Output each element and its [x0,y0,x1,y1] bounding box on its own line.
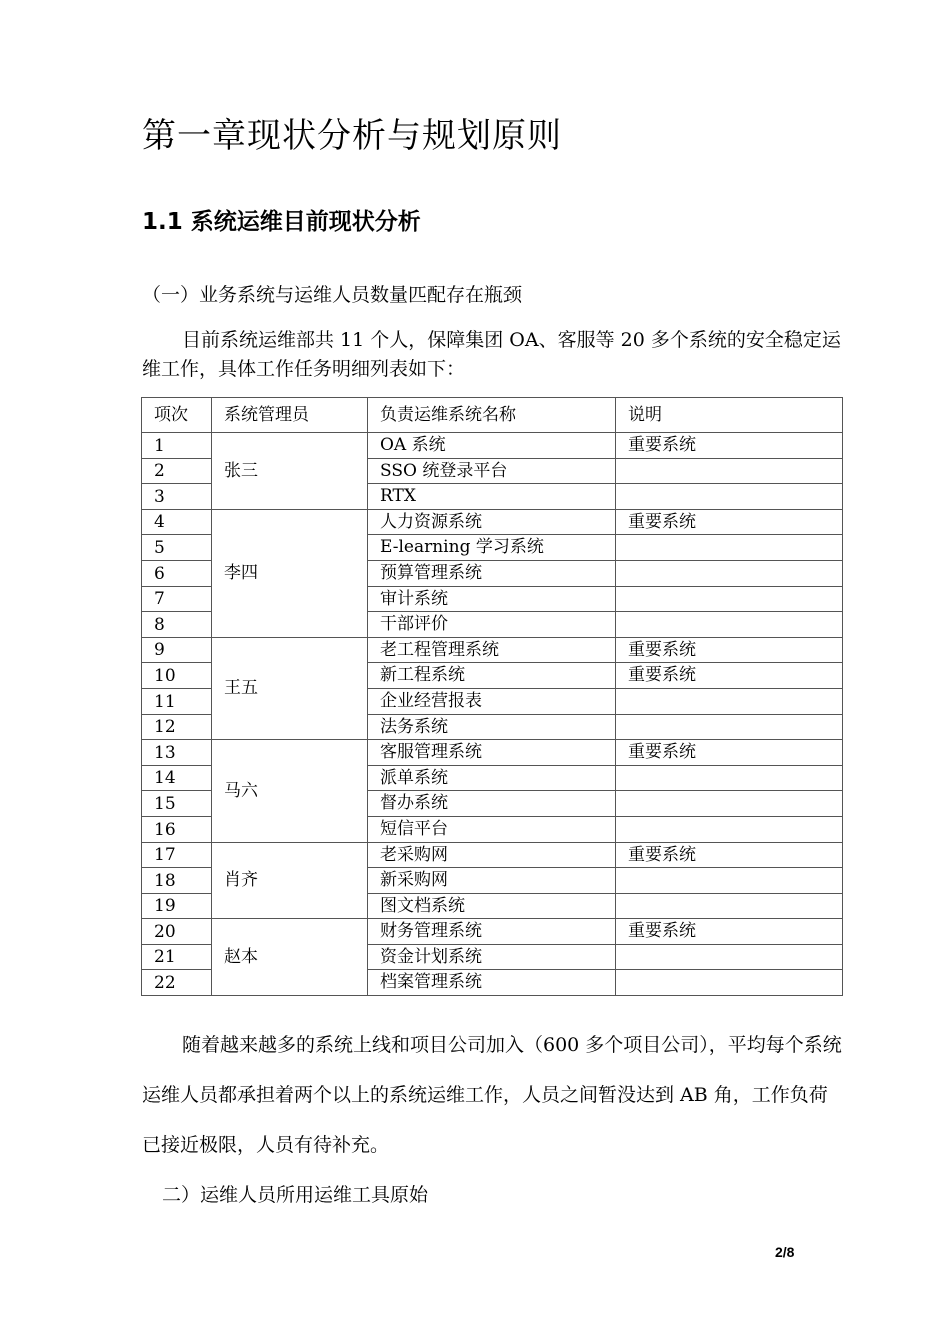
note-cell [616,791,843,817]
system-name-cell: 新工程系统 [368,663,616,689]
system-name-cell: 图文档系统 [368,893,616,919]
note-cell: 重要系统 [616,433,843,459]
note-cell: 重要系统 [616,919,843,945]
system-name-cell: SSO 统登录平台 [368,458,616,484]
note-cell [616,714,843,740]
system-name-cell: 新采购网 [368,868,616,894]
note-cell: 重要系统 [616,842,843,868]
intro-paragraph [142,326,842,384]
note-cell [616,535,843,561]
note-cell [616,612,843,638]
system-name-cell: 法务系统 [368,714,616,740]
row-number-cell: 9 [142,637,212,663]
chapter-title: 第一章现状分析与规划原则 [142,116,562,156]
intro-paragraph-text: 目前系统运维部共 11 个人，保障集团 OA、客服等 20 多个系统的安全稳定运维工作，具体工作任务明细列表如下： [142,329,841,380]
system-name-cell: 企业经营报表 [368,688,616,714]
admin-cell: 王五 [212,637,368,739]
system-name-cell: 老采购网 [368,842,616,868]
admin-cell: 肖齐 [212,842,368,919]
row-number-cell: 3 [142,484,212,510]
table-header-row [142,398,843,433]
system-name-cell: 派单系统 [368,765,616,791]
note-cell [616,765,843,791]
table-row [142,509,843,535]
workload-paragraph-text: 随着越来越多的系统上线和项目公司加入（600 多个项目公司），平均每个系统运维人员都承担着两个以上的系统运维工作，人员之间暂没达到 AB 角，工作负荷已接近极限，人员有待补充。 [142,1034,842,1156]
row-number-cell: 13 [142,740,212,766]
note-cell: 重要系统 [616,637,843,663]
system-name-cell: 督办系统 [368,791,616,817]
row-number-cell: 7 [142,586,212,612]
system-name-cell: RTX [368,484,616,510]
note-cell [616,458,843,484]
row-number-cell: 18 [142,868,212,894]
note-cell [616,970,843,996]
system-name-cell: 干部评价 [368,612,616,638]
subheading-bottleneck: （一）业务系统与运维人员数量匹配存在瓶颈 [142,284,523,306]
system-name-cell: 人力资源系统 [368,509,616,535]
row-number-cell: 1 [142,433,212,459]
note-cell [616,893,843,919]
note-cell [616,944,843,970]
note-cell [616,816,843,842]
system-name-cell: 审计系统 [368,586,616,612]
admin-cell: 李四 [212,509,368,637]
note-cell [616,688,843,714]
row-number-cell: 22 [142,970,212,996]
table-row [142,740,843,766]
workload-paragraph [142,1020,842,1170]
system-name-cell: 客服管理系统 [368,740,616,766]
row-number-cell: 17 [142,842,212,868]
table-row [142,842,843,868]
system-name-cell: 档案管理系统 [368,970,616,996]
row-number-cell: 8 [142,612,212,638]
table-header-cell: 项次 [142,398,212,433]
system-name-cell: 短信平台 [368,816,616,842]
row-number-cell: 19 [142,893,212,919]
note-cell [616,560,843,586]
table-row [142,919,843,945]
row-number-cell: 11 [142,688,212,714]
admin-cell: 马六 [212,740,368,842]
subheading-tools: 二）运维人员所用运维工具原始 [162,1184,429,1206]
table-row [142,637,843,663]
page-number: 2/8 [775,1244,795,1260]
row-number-cell: 15 [142,791,212,817]
table-header-cell: 负责运维系统名称 [368,398,616,433]
row-number-cell: 5 [142,535,212,561]
row-number-cell: 4 [142,509,212,535]
system-name-cell: OA 系统 [368,433,616,459]
row-number-cell: 10 [142,663,212,689]
note-cell [616,586,843,612]
row-number-cell: 14 [142,765,212,791]
row-number-cell: 21 [142,944,212,970]
note-cell: 重要系统 [616,740,843,766]
table-header-cell: 系统管理员 [212,398,368,433]
note-cell: 重要系统 [616,663,843,689]
system-name-cell: 资金计划系统 [368,944,616,970]
system-name-cell: E-learning 学习系统 [368,535,616,561]
admin-cell: 赵本 [212,919,368,996]
table-row [142,433,843,459]
system-name-cell: 老工程管理系统 [368,637,616,663]
note-cell [616,868,843,894]
ops-task-table [141,397,843,996]
table-header-cell: 说明 [616,398,843,433]
row-number-cell: 20 [142,919,212,945]
note-cell: 重要系统 [616,509,843,535]
system-name-cell: 财务管理系统 [368,919,616,945]
row-number-cell: 16 [142,816,212,842]
note-cell [616,484,843,510]
row-number-cell: 2 [142,458,212,484]
row-number-cell: 12 [142,714,212,740]
section-title: 1.1 系统运维目前现状分析 [142,209,421,235]
admin-cell: 张三 [212,433,368,510]
row-number-cell: 6 [142,560,212,586]
system-name-cell: 预算管理系统 [368,560,616,586]
